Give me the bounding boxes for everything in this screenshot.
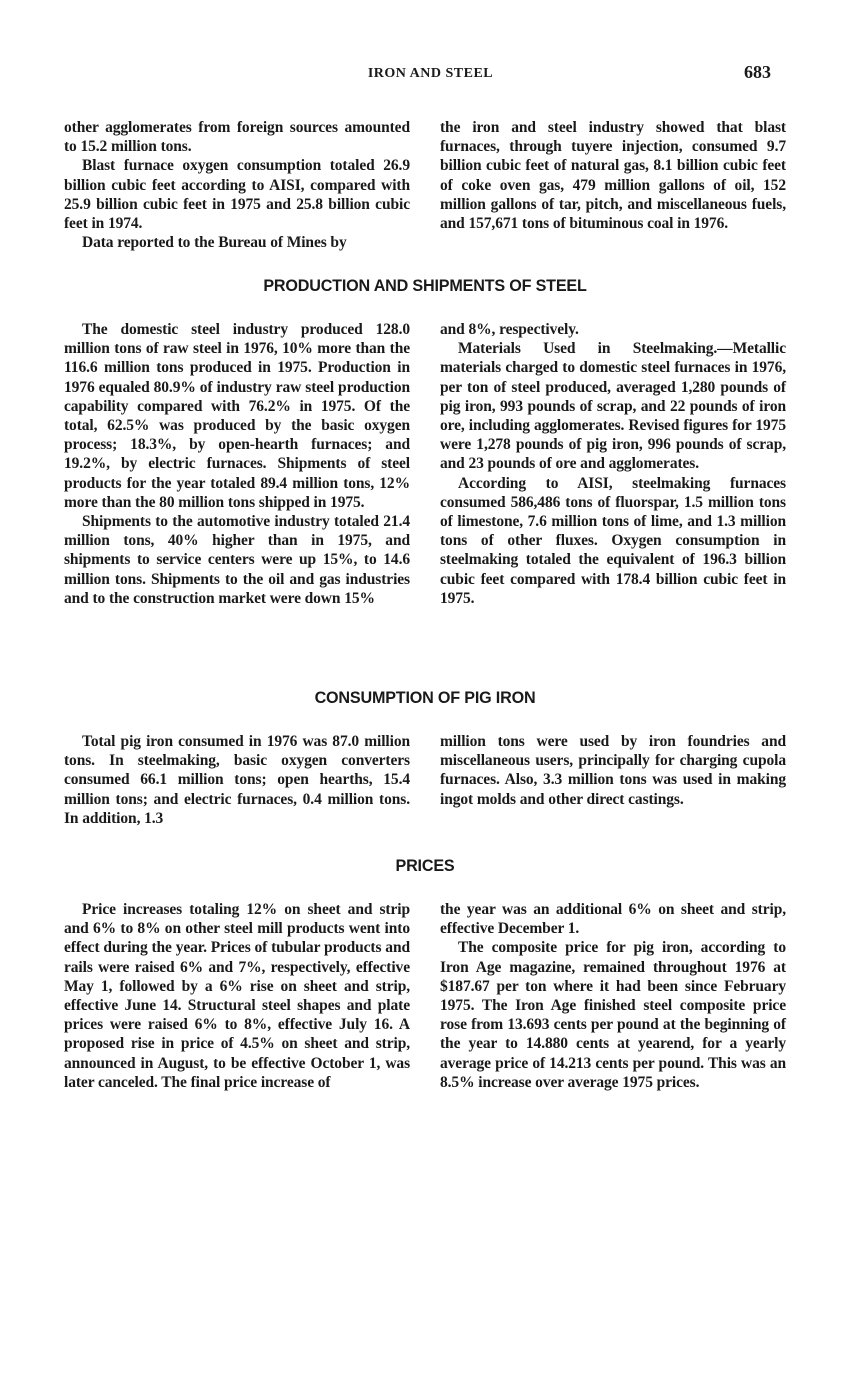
prices-right-column (440, 900, 786, 1092)
paragraph: Blast furnace oxygen consumption totaled 26.9 billion cubic feet according to AISI, compared with 25.9 billion cubic feet in 1975 and 25.8 billion cubic feet in 1974. (64, 157, 410, 233)
production-right-column (440, 320, 786, 608)
section-heading-prices: PRICES (395, 856, 455, 875)
paragraph-text: Metallic materials charged to domestic steel furnaces in 1976, per ton of steel produced, averaged 1,280 pounds of pig iron, 993 pounds of scrap, and 22 pounds of iron ore, including agglomerates. Revised figures for 1975 were 1,278 pounds of pig iron, 996 pounds of scrap, and 23 pounds of ore and agglomerates. (440, 340, 786, 473)
section-heading-pig-iron: CONSUMPTION OF PIG IRON (314, 688, 536, 707)
paragraph: The composite price for pig iron, according to Iron Age magazine, remained throughout 1976 at $187.67 per ton where it had been since February 1975. The Iron Age finished steel composite price rose from 13.693 cents per pound at the beginning of the year to 14.880 cents at yearend, for a yearly average price of 14.213 cents per pound. This was an 8.5% increase over average 1975 prices. (440, 939, 786, 1091)
paragraph: other agglomerates from foreign sources amounted to 15.2 million tons. (64, 119, 410, 156)
paragraph: According to AISI, steelmaking furnaces consumed 586,486 tons of fluorspar, 1.5 million tons of limestone, 7.6 million tons of lime, and 1.3 million tons of other fluxes. Oxygen consumption in steelmaking totaled the equivalent of 196.3 billion cubic feet compared with 178.4 billion cubic feet in 1975. (440, 474, 786, 607)
paragraph (440, 339, 786, 473)
intro-right-column (440, 118, 786, 252)
paragraph: Price increases totaling 12% on sheet and strip and 6% to 8% on other steel mill products went into effect during the year. Prices of tubular products and rails were raised 6% and 7%, respectively, effective May 1, followed by a 6% rise on sheet and strip, effective June 14. Structural steel shapes and plate prices were raised 6% to 8%, effective July 16. A proposed rise in price of 4.5% on sheet and strip, announced in August, to be effective October 1, was later canceled. The final price increase of (64, 901, 410, 1091)
intro-section (64, 118, 786, 252)
run-in-heading: Materials Used in Steelmaking.— (458, 340, 733, 358)
pig-iron-right-column (440, 732, 786, 828)
paragraph: the year was an additional 6% on sheet and strip, effective December 1. (440, 901, 786, 938)
running-title: IRON AND STEEL (367, 66, 494, 81)
paragraph: million tons were used by iron foundries and miscellaneous users, principally for charging cupola furnaces. Also, 3.3 million tons was used in making ingot molds and other direct castings. (440, 733, 786, 808)
paragraph: the iron and steel industry showed that blast furnaces, through tuyere injection, consumed 9.7 billion cubic feet of natural gas, 8.1 billion cubic feet of coke oven gas, 479 million gallons of oil, 152 million gallons of tar, pitch, and miscellaneous fuels, and 157,671 tons of bituminous coal in 1976. (440, 119, 786, 233)
paragraph: Shipments to the automotive industry totaled 21.4 million tons, 40% higher than in 1975, and shipments to service centers were up 15%, to 14.6 million tons. Shipments to the oil and gas industries and to the construction market were down 15% (64, 513, 410, 607)
paragraph: and 8%, respectively. (440, 321, 579, 338)
paragraph: Data reported to the Bureau of Mines by (82, 234, 347, 252)
page-number: 683 (744, 62, 771, 82)
paragraph: The domestic steel industry produced 128.0 million tons of raw steel in 1976, 10% more than the 116.6 million tons produced in 1975. Production in 1976 equaled 80.9% of industry raw steel production capability compared with 76.2% in 1975. Of the total, 62.5% was produced by the basic oxygen process; 18.3%, by open-hearth furnaces; and 19.2%, by electric furnaces. Shipments of steel products for the year totaled 89.4 million tons, 12% more than the 80 million tons shipped in 1975. (64, 321, 410, 511)
page-header (0, 62, 861, 86)
pig-iron-left-column (64, 732, 410, 828)
paragraph: Total pig iron consumed in 1976 was 87.0 million tons. In steelmaking, basic oxygen converters consumed 66.1 million tons; open hearths, 15.4 million tons; and electric furnaces, 0.4 million tons. In addition, 1.3 (64, 733, 410, 827)
section-heading-production: PRODUCTION AND SHIPMENTS OF STEEL (263, 276, 587, 295)
production-section (64, 276, 786, 608)
prices-section (64, 856, 786, 1092)
intro-left-column (64, 118, 410, 252)
prices-left-column (64, 900, 410, 1092)
pig-iron-section (64, 688, 786, 828)
production-left-column (64, 320, 410, 608)
